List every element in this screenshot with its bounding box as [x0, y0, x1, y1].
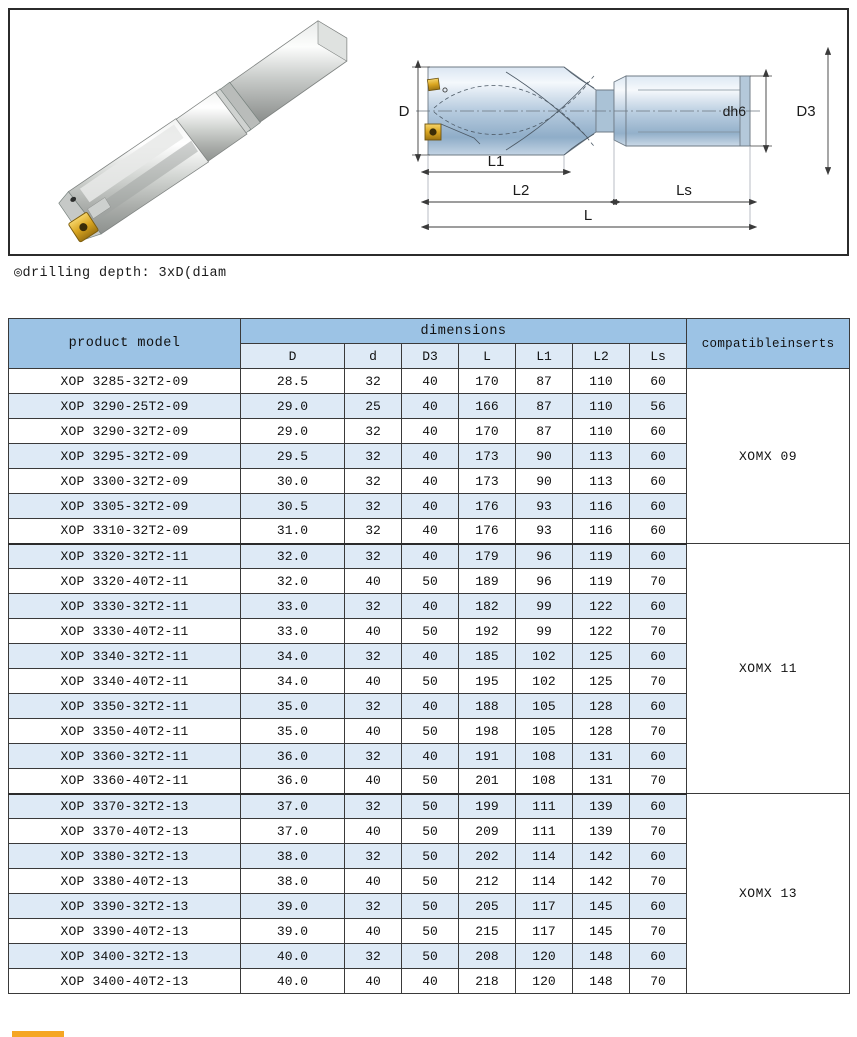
cell-compatible-insert: XOMX 11 — [687, 544, 850, 794]
cell-dim-Ls: 70 — [630, 819, 687, 844]
cell-dim-d: 40 — [345, 919, 402, 944]
cell-dim-D3: 50 — [402, 719, 459, 744]
cell-dim-d: 32 — [345, 844, 402, 869]
cell-dim-D: 37.0 — [241, 794, 345, 819]
cell-dim-Ls: 60 — [630, 844, 687, 869]
cell-dim-d: 32 — [345, 744, 402, 769]
cell-dim-L: 198 — [459, 719, 516, 744]
cell-dim-L: 182 — [459, 594, 516, 619]
cell-dim-Ls: 70 — [630, 919, 687, 944]
cell-dim-D3: 50 — [402, 869, 459, 894]
cell-dim-Ls: 60 — [630, 694, 687, 719]
cell-dim-Ls: 70 — [630, 869, 687, 894]
cell-dim-D: 39.0 — [241, 894, 345, 919]
cell-dim-L1: 108 — [516, 744, 573, 769]
table-head — [9, 319, 850, 369]
cell-dim-D: 40.0 — [241, 969, 345, 994]
cell-dim-D: 35.0 — [241, 694, 345, 719]
cell-dim-L2: 148 — [573, 969, 630, 994]
cell-dim-L: 208 — [459, 944, 516, 969]
cell-product-model: XOP 3320-32T2-11 — [9, 544, 241, 569]
cell-dim-D3: 40 — [402, 969, 459, 994]
cell-dim-L1: 114 — [516, 869, 573, 894]
cell-dim-D: 32.0 — [241, 569, 345, 594]
cell-dim-D: 38.0 — [241, 844, 345, 869]
cell-dim-L: 199 — [459, 794, 516, 819]
cell-dim-L1: 102 — [516, 644, 573, 669]
cell-dim-L1: 108 — [516, 769, 573, 794]
cell-dim-Ls: 70 — [630, 969, 687, 994]
cell-dim-D: 40.0 — [241, 944, 345, 969]
cell-product-model: XOP 3360-32T2-11 — [9, 744, 241, 769]
header-product-model: product model — [9, 319, 241, 369]
cell-dim-D: 33.0 — [241, 594, 345, 619]
cell-dim-D3: 50 — [402, 894, 459, 919]
cell-dim-L2: 131 — [573, 769, 630, 794]
cell-dim-Ls: 60 — [630, 494, 687, 519]
cell-dim-d: 40 — [345, 669, 402, 694]
cell-dim-D3: 50 — [402, 669, 459, 694]
cell-product-model: XOP 3390-40T2-13 — [9, 919, 241, 944]
cell-dim-D: 37.0 — [241, 819, 345, 844]
cell-dim-D: 30.0 — [241, 469, 345, 494]
cell-dim-D: 29.0 — [241, 419, 345, 444]
cell-dim-L1: 114 — [516, 844, 573, 869]
drilling-depth-note: ◎drilling depth: 3xD(diam — [14, 266, 227, 281]
cell-dim-L: 191 — [459, 744, 516, 769]
cell-dim-L1: 117 — [516, 919, 573, 944]
cell-dim-L2: 110 — [573, 369, 630, 394]
cell-product-model: XOP 3290-25T2-09 — [9, 394, 241, 419]
cell-product-model: XOP 3330-32T2-11 — [9, 594, 241, 619]
cell-dim-L: 176 — [459, 519, 516, 544]
cell-dim-L: 173 — [459, 469, 516, 494]
cell-dim-Ls: 70 — [630, 619, 687, 644]
cell-dim-Ls: 60 — [630, 644, 687, 669]
cell-dim-L1: 93 — [516, 519, 573, 544]
cell-dim-L: 201 — [459, 769, 516, 794]
header-dim-L1: L1 — [516, 344, 573, 369]
product-photo — [22, 16, 382, 252]
cell-dim-L: 166 — [459, 394, 516, 419]
cell-dim-L2: 142 — [573, 844, 630, 869]
cell-dim-d: 25 — [345, 394, 402, 419]
cell-dim-Ls: 56 — [630, 394, 687, 419]
cell-dim-d: 40 — [345, 869, 402, 894]
cell-dim-Ls: 70 — [630, 569, 687, 594]
header-dim-L2: L2 — [573, 344, 630, 369]
cell-dim-L2: 139 — [573, 819, 630, 844]
cell-product-model: XOP 3330-40T2-11 — [9, 619, 241, 644]
cell-dim-D3: 50 — [402, 569, 459, 594]
cell-dim-L: 185 — [459, 644, 516, 669]
cell-dim-L2: 148 — [573, 944, 630, 969]
header-dimensions: dimensions — [241, 319, 687, 344]
cell-dim-D3: 40 — [402, 594, 459, 619]
header-dim-D: D — [241, 344, 345, 369]
cell-dim-D3: 40 — [402, 469, 459, 494]
cell-compatible-insert: XOMX 09 — [687, 369, 850, 544]
header-dim-D3: D3 — [402, 344, 459, 369]
cell-dim-L2: 113 — [573, 444, 630, 469]
cell-dim-D3: 40 — [402, 419, 459, 444]
cell-dim-d: 32 — [345, 694, 402, 719]
cell-dim-L1: 120 — [516, 944, 573, 969]
cell-product-model: XOP 3370-32T2-13 — [9, 794, 241, 819]
cell-dim-Ls: 70 — [630, 669, 687, 694]
cell-dim-D3: 40 — [402, 444, 459, 469]
dim-label-ls: Ls — [676, 182, 692, 199]
cell-dim-d: 32 — [345, 944, 402, 969]
cell-dim-L: 218 — [459, 969, 516, 994]
cell-dim-D: 32.0 — [241, 544, 345, 569]
cell-product-model: XOP 3400-40T2-13 — [9, 969, 241, 994]
cell-product-model: XOP 3400-32T2-13 — [9, 944, 241, 969]
cell-dim-L2: 122 — [573, 594, 630, 619]
cell-dim-d: 32 — [345, 594, 402, 619]
table-row — [9, 544, 850, 569]
cell-product-model: XOP 3340-40T2-11 — [9, 669, 241, 694]
cell-product-model: XOP 3340-32T2-11 — [9, 644, 241, 669]
cell-compatible-insert: XOMX 13 — [687, 794, 850, 994]
cell-dim-Ls: 60 — [630, 419, 687, 444]
cell-dim-d: 32 — [345, 519, 402, 544]
table-header-row-1 — [9, 319, 850, 344]
cell-dim-D3: 50 — [402, 944, 459, 969]
cell-dim-Ls: 60 — [630, 369, 687, 394]
cell-product-model: XOP 3370-40T2-13 — [9, 819, 241, 844]
cell-product-model: XOP 3360-40T2-11 — [9, 769, 241, 794]
dim-label-dh6: dh6 — [722, 103, 746, 119]
cell-dim-D3: 40 — [402, 519, 459, 544]
cell-dim-Ls: 70 — [630, 719, 687, 744]
cell-product-model: XOP 3380-32T2-13 — [9, 844, 241, 869]
cell-dim-D3: 40 — [402, 394, 459, 419]
cell-dim-L2: 125 — [573, 669, 630, 694]
cell-dim-D3: 40 — [402, 369, 459, 394]
cell-dim-D: 36.0 — [241, 744, 345, 769]
cell-dim-L: 189 — [459, 569, 516, 594]
cell-dim-D: 36.0 — [241, 769, 345, 794]
cell-dim-Ls: 60 — [630, 594, 687, 619]
cell-dim-L: 202 — [459, 844, 516, 869]
cell-product-model: XOP 3290-32T2-09 — [9, 419, 241, 444]
cell-dim-Ls: 60 — [630, 519, 687, 544]
cell-dim-D3: 40 — [402, 494, 459, 519]
cell-dim-L2: 142 — [573, 869, 630, 894]
cell-dim-D3: 50 — [402, 794, 459, 819]
cell-dim-L: 215 — [459, 919, 516, 944]
dim-label-l1: L1 — [487, 153, 505, 170]
technical-drawing — [388, 12, 848, 252]
cell-product-model: XOP 3390-32T2-13 — [9, 894, 241, 919]
cell-dim-d: 40 — [345, 819, 402, 844]
cell-dim-L1: 105 — [516, 719, 573, 744]
cell-dim-Ls: 60 — [630, 444, 687, 469]
cell-dim-L: 195 — [459, 669, 516, 694]
cell-dim-Ls: 70 — [630, 769, 687, 794]
cell-dim-Ls: 60 — [630, 944, 687, 969]
cell-dim-L1: 99 — [516, 619, 573, 644]
cell-dim-d: 40 — [345, 769, 402, 794]
cell-dim-Ls: 60 — [630, 544, 687, 569]
cell-dim-D: 30.5 — [241, 494, 345, 519]
cell-dim-D3: 40 — [402, 644, 459, 669]
figure-frame — [8, 8, 849, 256]
cell-dim-L: 170 — [459, 369, 516, 394]
cell-dim-L: 173 — [459, 444, 516, 469]
cell-dim-L2: 116 — [573, 494, 630, 519]
header-dim-Ls: Ls — [630, 344, 687, 369]
cell-dim-D: 34.0 — [241, 644, 345, 669]
cell-dim-d: 32 — [345, 894, 402, 919]
cell-dim-L2: 125 — [573, 644, 630, 669]
cell-dim-L1: 117 — [516, 894, 573, 919]
cell-dim-L1: 111 — [516, 819, 573, 844]
cell-product-model: XOP 3380-40T2-13 — [9, 869, 241, 894]
cell-product-model: XOP 3295-32T2-09 — [9, 444, 241, 469]
cell-dim-d: 32 — [345, 794, 402, 819]
cell-dim-L2: 119 — [573, 544, 630, 569]
cell-product-model: XOP 3300-32T2-09 — [9, 469, 241, 494]
cell-dim-L: 176 — [459, 494, 516, 519]
cell-dim-L2: 131 — [573, 744, 630, 769]
cell-dim-D3: 50 — [402, 844, 459, 869]
cell-dim-D: 33.0 — [241, 619, 345, 644]
specification-table — [8, 318, 850, 994]
cell-dim-d: 32 — [345, 494, 402, 519]
cell-dim-L2: 145 — [573, 894, 630, 919]
cell-dim-L1: 111 — [516, 794, 573, 819]
cell-dim-d: 40 — [345, 969, 402, 994]
cell-dim-d: 40 — [345, 569, 402, 594]
cell-dim-L2: 128 — [573, 719, 630, 744]
cell-dim-L1: 96 — [516, 544, 573, 569]
cell-dim-Ls: 60 — [630, 794, 687, 819]
cell-dim-D: 34.0 — [241, 669, 345, 694]
cell-dim-Ls: 60 — [630, 744, 687, 769]
cell-dim-d: 40 — [345, 619, 402, 644]
cell-dim-d: 40 — [345, 719, 402, 744]
cell-dim-L: 170 — [459, 419, 516, 444]
cell-dim-d: 32 — [345, 444, 402, 469]
header-compatible-inserts: compatibleinserts — [687, 319, 850, 369]
cell-dim-D: 35.0 — [241, 719, 345, 744]
table-row — [9, 794, 850, 819]
cell-dim-D3: 50 — [402, 619, 459, 644]
cell-dim-D3: 40 — [402, 744, 459, 769]
cell-dim-L1: 99 — [516, 594, 573, 619]
cell-dim-D: 29.5 — [241, 444, 345, 469]
cell-dim-L1: 102 — [516, 669, 573, 694]
cell-dim-L1: 105 — [516, 694, 573, 719]
cell-dim-L2: 116 — [573, 519, 630, 544]
cell-dim-D: 28.5 — [241, 369, 345, 394]
cell-dim-L: 179 — [459, 544, 516, 569]
cell-dim-L2: 119 — [573, 569, 630, 594]
dim-label-d: D — [398, 103, 410, 120]
cell-dim-d: 32 — [345, 644, 402, 669]
cell-dim-Ls: 60 — [630, 469, 687, 494]
table-row — [9, 369, 850, 394]
cell-dim-L2: 139 — [573, 794, 630, 819]
cell-dim-L1: 120 — [516, 969, 573, 994]
cell-dim-D: 39.0 — [241, 919, 345, 944]
cell-dim-L2: 113 — [573, 469, 630, 494]
cell-dim-D3: 50 — [402, 769, 459, 794]
cell-dim-L1: 90 — [516, 444, 573, 469]
cell-dim-L2: 110 — [573, 419, 630, 444]
cell-product-model: XOP 3350-32T2-11 — [9, 694, 241, 719]
dim-label-l2: L2 — [512, 182, 530, 199]
cell-dim-L: 212 — [459, 869, 516, 894]
cell-product-model: XOP 3310-32T2-09 — [9, 519, 241, 544]
cell-dim-L1: 87 — [516, 369, 573, 394]
cell-product-model: XOP 3350-40T2-11 — [9, 719, 241, 744]
dim-label-d3: D3 — [796, 103, 816, 120]
cell-dim-L: 205 — [459, 894, 516, 919]
cell-dim-L: 209 — [459, 819, 516, 844]
cell-dim-L2: 122 — [573, 619, 630, 644]
cell-dim-D3: 50 — [402, 819, 459, 844]
cell-dim-Ls: 60 — [630, 894, 687, 919]
header-dim-d: d — [345, 344, 402, 369]
cell-dim-L: 188 — [459, 694, 516, 719]
cell-dim-d: 32 — [345, 469, 402, 494]
cell-product-model: XOP 3285-32T2-09 — [9, 369, 241, 394]
cell-dim-L2: 145 — [573, 919, 630, 944]
table-body — [9, 369, 850, 994]
cell-dim-L2: 110 — [573, 394, 630, 419]
cell-dim-L1: 96 — [516, 569, 573, 594]
header-dim-L: L — [459, 344, 516, 369]
cell-product-model: XOP 3305-32T2-09 — [9, 494, 241, 519]
bottom-highlight-marker — [12, 1031, 64, 1037]
cell-dim-D: 38.0 — [241, 869, 345, 894]
cell-dim-d: 32 — [345, 369, 402, 394]
cell-dim-d: 32 — [345, 544, 402, 569]
specification-table-wrap — [8, 318, 849, 994]
cell-product-model: XOP 3320-40T2-11 — [9, 569, 241, 594]
cell-dim-D: 31.0 — [241, 519, 345, 544]
cell-dim-L2: 128 — [573, 694, 630, 719]
cell-dim-L1: 87 — [516, 394, 573, 419]
dim-label-l: L — [583, 207, 593, 224]
cell-dim-d: 32 — [345, 419, 402, 444]
cell-dim-L: 192 — [459, 619, 516, 644]
cell-dim-L1: 90 — [516, 469, 573, 494]
cell-dim-L1: 93 — [516, 494, 573, 519]
cell-dim-D3: 40 — [402, 694, 459, 719]
cell-dim-D: 29.0 — [241, 394, 345, 419]
cell-dim-D3: 40 — [402, 544, 459, 569]
cell-dim-L1: 87 — [516, 419, 573, 444]
cell-dim-D3: 50 — [402, 919, 459, 944]
